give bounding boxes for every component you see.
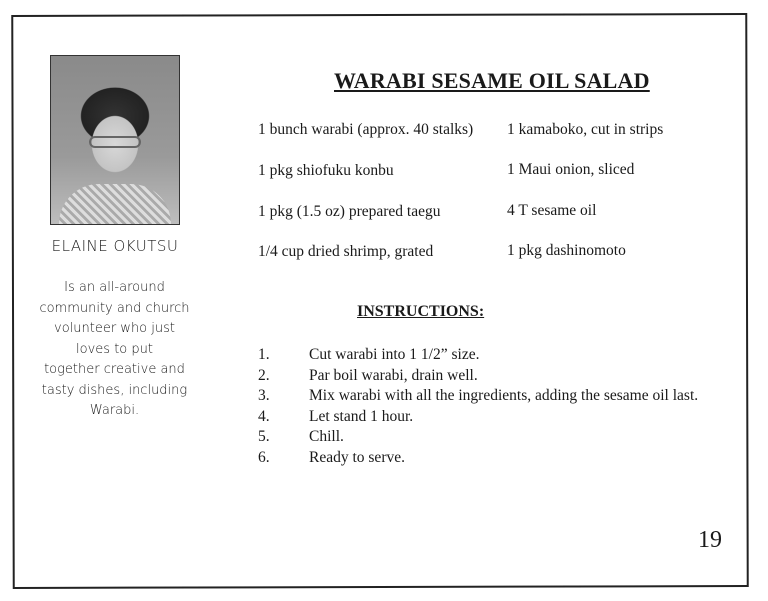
ingredient: 1 pkg (1.5 oz) prepared taegu	[258, 203, 441, 220]
ingredient: 1 pkg shiofuku konbu	[258, 162, 394, 179]
ingredient: 1 bunch warabi (approx. 40 stalks)	[258, 121, 474, 138]
step-number: 5.	[258, 428, 270, 445]
instruction-step	[258, 448, 698, 469]
step-text: Mix warabi with all the ingredients, adding the sesame oil last.	[309, 387, 699, 404]
bio-line: tasty dishes, including	[41, 382, 188, 398]
portrait-photo	[50, 55, 180, 225]
contributor-name: ELAINE OKUTSU	[51, 237, 179, 255]
instruction-step	[258, 366, 698, 387]
bio-line: Warabi.	[89, 403, 140, 418]
bio-line: together creative and	[44, 362, 185, 377]
bio-line: volunteer who just	[54, 321, 175, 336]
instruction-step	[258, 427, 698, 448]
step-number: 1.	[258, 346, 270, 363]
contributor-bio	[22, 278, 207, 422]
glasses	[89, 136, 141, 148]
page-number: 19	[698, 527, 722, 553]
instructions-heading: INSTRUCTIONS:	[357, 303, 485, 320]
step-text: Par boil warabi, drain well.	[309, 366, 478, 384]
bio-line: loves to put	[76, 341, 153, 357]
step-text: Ready to serve.	[309, 448, 405, 466]
step-number: 3.	[258, 387, 270, 404]
ingredient: 1/4 cup dried shrimp, grated	[258, 243, 434, 260]
ingredient: 1 kamaboko, cut in strips	[507, 121, 664, 138]
step-number: 4.	[258, 407, 270, 425]
instruction-step	[258, 386, 698, 407]
step-number: 6.	[258, 448, 270, 466]
step-text: Cut warabi into 1 1/2” size.	[309, 346, 480, 363]
instruction-step	[258, 407, 698, 428]
instruction-list	[258, 345, 698, 468]
ingredient: 4 T sesame oil	[507, 202, 597, 219]
instruction-step	[258, 345, 698, 366]
step-number: 2.	[258, 366, 270, 384]
recipe-title: WARABI SESAME OIL SALAD	[334, 68, 650, 93]
step-text: Chill.	[309, 428, 344, 445]
ingredient: 1 pkg dashinomoto	[507, 242, 626, 259]
shirt	[59, 184, 171, 224]
bio-line: community and church	[39, 300, 190, 316]
bio-line: Is an all-around	[64, 280, 165, 295]
ingredient: 1 Maui onion, sliced	[507, 161, 635, 178]
step-text: Let stand 1 hour.	[309, 407, 414, 425]
